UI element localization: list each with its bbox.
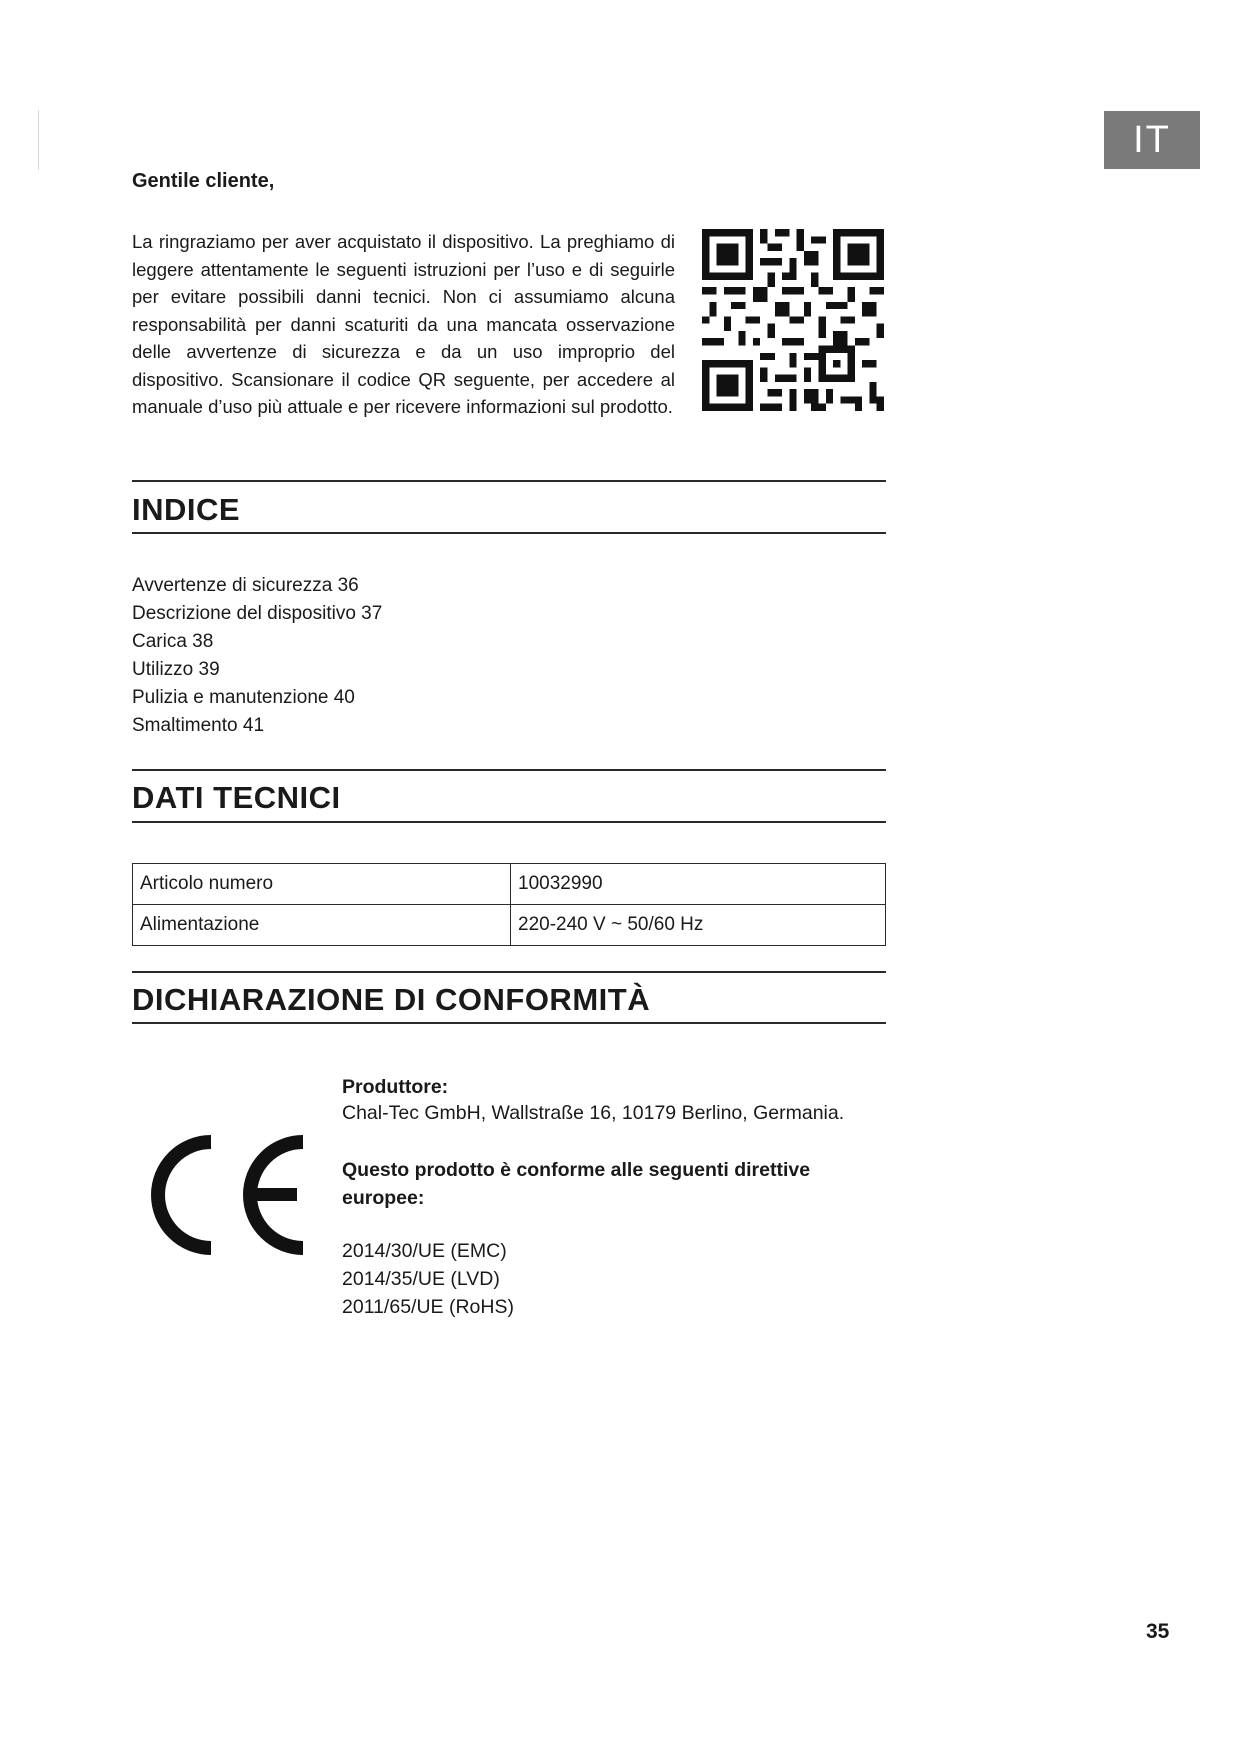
toc-item[interactable]: Carica 38 [132, 631, 214, 652]
directives-intro: Questo prodotto è conforme alle seguenti direttive [342, 1159, 811, 1181]
section-rule-top [132, 480, 886, 482]
page-number: 35 [1146, 1620, 1170, 1643]
table-row [133, 905, 886, 946]
section-rule-top [132, 971, 886, 973]
specs-heading: DATI TECNICI [132, 780, 341, 815]
toc-item[interactable]: Descrizione del dispositivo 37 [132, 603, 383, 624]
directives-intro: europee: [342, 1187, 425, 1209]
directive-item: 2014/35/UE (LVD) [342, 1268, 500, 1290]
section-rule-top [132, 769, 886, 771]
toc-list [132, 572, 382, 740]
ce-mark-icon [145, 1130, 315, 1260]
table-row [133, 864, 886, 905]
producer-label: Produttore: [342, 1076, 449, 1098]
directive-item: 2011/65/UE (RoHS) [342, 1296, 514, 1318]
spec-value: 10032990 [511, 864, 886, 905]
spec-label: Articolo numero [133, 864, 511, 905]
spec-label: Alimentazione [133, 905, 511, 946]
directive-item: 2014/30/UE (EMC) [342, 1240, 507, 1262]
toc-heading: INDICE [132, 492, 241, 527]
spec-value: 220-240 V ~ 50/60 Hz [511, 905, 886, 946]
toc-item[interactable]: Smaltimento 41 [132, 715, 265, 736]
toc-item[interactable]: Utilizzo 39 [132, 659, 220, 680]
qr-code-icon[interactable] [702, 228, 884, 412]
language-tab: IT [1104, 111, 1200, 169]
margin-line [38, 110, 39, 170]
conformity-heading: DICHIARAZIONE DI CONFORMITÀ [132, 982, 651, 1017]
toc-item[interactable]: Avvertenze di sicurezza 36 [132, 575, 359, 596]
toc-item[interactable]: Pulizia e manutenzione 40 [132, 687, 355, 708]
section-rule-bottom [132, 532, 886, 534]
section-rule-bottom [132, 821, 886, 823]
intro-paragraph: La ringraziamo per aver acquistato il dispositivo. La preghiamo di leggere attentamente le seguenti istruzioni per l’uso e di seguirle per evitare possibili danni tecnici. Non ci assumiamo alcuna responsabilità per danni scaturiti da una mancata osservazione delle avvertenze di sicurezza e da un uso improprio del dispositivo. Scansionare il codice QR seguente, per accedere al manuale d’uso più attuale e per ricevere informazioni sul prodotto. [132, 231, 675, 417]
section-rule-bottom [132, 1022, 886, 1024]
producer-value: Chal-Tec GmbH, Wallstraße 16, 10179 Berlino, Germania. [342, 1102, 845, 1124]
specs-table [132, 863, 886, 946]
greeting: Gentile cliente, [132, 170, 275, 192]
